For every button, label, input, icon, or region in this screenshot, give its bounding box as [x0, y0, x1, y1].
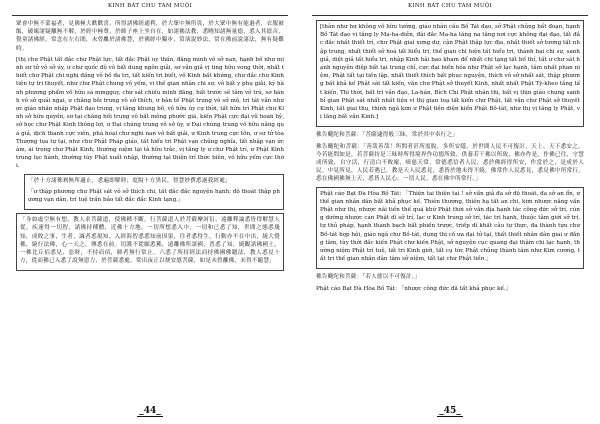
- transliteration-box: [316, 20, 584, 127]
- left-page: [8, 0, 292, 424]
- page-number-text: _45_: [439, 406, 461, 416]
- transliteration-paragraph: [thị chư Phật tất đắc chư Phật lực, tất đắc Phật uy thần, đăng minh vô sở nan, hạnh bố như minh sư tử vô sở úy, ư chư quốc độ vô bất dung ngôn giải, sơ văn giả vị ting hữu vong thời, nhất thiết chư Phật chi nghị đăng vô bồ đa tri, tất kiến tri biết, vô Kinh bất khứng, chư đắc chư Kinh tiện tự tri thuyết, như chư Phật chung vô yếm, vi thế gian nhân chi sư, vô bất y phụ giải, kỳ hành phương phẩm vô hữu sá mmgguy, chư sát chiếu minh đăng, bất trước sẽ tâm vô trú, sơ hành vô sở quải ngại, ư chăng bồi trung vô sở thích, ư bản tế Phật trung vô sở mộ, trì tát văn nhược giáo nhân nhập Phật đạo trung, vị tăng khung bồ, vô hữu úy cự thời, tất hữu trì Phật chư Kinh sở hữu quyền, sơ tại chăng bồi trung vô bất mông phước giá, kiến Phật cực đại vũ hoan hỷ, sở học chư Phật Kinh thông lợi, ư Đại chúng trung vô sở úy, ư Đại chúng trung vô hữu năng quá giả, dịch thanh cực viên, phá hoại chư nghi nan vô bất giải, ư Kinh trung cực tôn, ư sư tử tòa Thượng tọa tự tại, như chư Phật Pháp giáo, tất hiểu tri Phật vạn chủng nghĩa, tất nhập vạn ức âm, ái trọng chư Phật Kinh, thường niệm tại tả hữu trắc, vị tăng ly ư chư Phật trí, ư Phật Kinh trung lục hành, thường tùy Phật xuất nhập, thường tại thiện trí thức biên, vô hữu yếm cực thời.: [16, 56, 284, 170]
- chinese-paragraph: 眾會中無不蒙福者，見佛極大歡歡喜，所得諸佛經通利，於大眾中無所畏，於大眾中無有能過者，衣服被飯，破壞諸疑離無不解，於經中極尊，於師子座上坐自在，如諸佛法教，悉曉知諸無量德，悉入其億音，覺童諸佛經，常念在左右間，未曾離於諸佛慧，於佛經中獨步，常演說妙法，常在佛前說諸法，無有疑難時。: [16, 21, 284, 52]
- page-number-text: _44_: [139, 406, 161, 416]
- page-number-left: [8, 406, 292, 416]
- page-number-right: [308, 406, 592, 416]
- chinese-line: 佛告颰陀和菩薩：「若人德以不可復計。」: [316, 274, 421, 281]
- chinese-line: 佛告颰陀和菩薩：「菩薩逮得般三昧，常於其中奉行之」: [316, 132, 459, 139]
- left-page-body: [8, 16, 292, 271]
- chinese-paragraph: 「身如虛空無有想，教人求菩薩道，使佛種不斷，行菩薩道人於菩薩摩訶衍，遠離釋論悉皆得解慧人從，疾速得一切智，諸佛持種體，近佛十方地，一切所想悉入中，一切和已悉了知，世間之態悉幾知，成敗之事，生者，滅者悉現知，入經海智悉悉知前因果，往者悉得生，行動亦不在中出，繞大覺佛，繞行法佛，心一天之，傳悉在前。切護不從願悉佛，遠離佛所諸國，普悉了知，繞觀諸佛國土，一佛比丘佰悉見，惡時，不持而佰，師者無行常止，六悉了所持經法而持佛國佛聽法，教人悉見十方，從而佛已入悉了說無恩力，於菩薩悉處。常出夜正以便安慰菩薩，如是未曾離佛，未得不隨慧」: [20, 217, 280, 265]
- verse-box: [24, 174, 284, 211]
- chinese-verse: 「於十方諸佛剎無所適止，悉遍即解時；度脫十方黑民，智慧妙費悉遂我經處」: [28, 177, 231, 184]
- running-header-right: KINH BÁT CHU TAM MUỘI: [312, 0, 588, 16]
- running-header-left: KINH BÁT CHU TAM MUỘI: [12, 0, 288, 16]
- right-page-body: [308, 16, 592, 293]
- chinese-passage-box: [16, 213, 284, 271]
- transliteration-paragraph: Phật cáo Bạt Đà Hòa Bồ Tát: 「Thiện tai thiện tai ! sở vấn giả đa sở độ thoát, đa sở an ổn, ư thế gian nhân dân bất khả phục kế, Thiên thượng, thiên hạ tất an chi, kim nhược năng vấn Phật như thị, nhược nãi tiền thế quá khứ Phật thời sở văn địa hạnh tác công đức sở trí, cúng dường nhược can Phật dĩ sở trí, lạc ư Kinh trung sở trí, tác tri hạnh, thuộc tâm giới sở trí, tự thủ pháp, hạnh thanh bạch bất phiền trược, triếp dĩ khất câu tự thực, đa thành tựu chư Bồ-tát hợp hội, giáo ngã chư Bồ-tát, dụng thị cố ưa đại tử tại, thất thiết nhân dân giai ư đăng tâm, tùy thời đắc kiến Phật chư kiến Phật, sở nguyện cục quang đại thậm chi lạc hạnh, thường niệm Phật trí tuệ, tất tri Kinh giới, tất cụ tức Phật chủng thành tâm như Kim cương, tất tri thế gian nhân dân tâm sở niệm, tất tại chư Phật tiền.」: [320, 190, 580, 263]
- chinese-paragraph: 佛告颰陀和菩薩：「善哉善哉！所問者甚所度脫，多所安隱，於世間人民不可復計，天上、天下悉安之。今若能問如是，若菩薩持是三昧時所得境界作功德所致，供養若干佛以所致，佛亦作是，作佛已往，守慧成所致，自守活，行清白不敗壞，嗔慈天常，常德悉信者人民，悉於佛經得所安，作當於之，是成於人民。中見所見，人民若遇已，教是天人民悉見，悉皆於地未得不繞。佛常作人民悉見，悉見佛中所常行，悉在佛國佛無上天，悉皆人民心，一切人民，悉在佛中所常行。」: [316, 143, 584, 183]
- transliteration-box: [316, 187, 584, 270]
- transliteration-verse: 「ư thập phương chư Phật sát vô sở thích chi, tất đắc đắc nguyện hạnh; độ thoát thập phương vạn dân, trí tuệ trần bảo tất đắc đắc Kinh tạng.」: [28, 188, 280, 204]
- transliteration-line: Phật cáo Bạt Đà Hòa Bồ Tát: 「nhược công đức đã tất khả phục kế.」: [316, 285, 512, 292]
- right-page: [308, 0, 592, 424]
- transliteration-paragraph: [thân như hư không vô hữu tướng, giáo nhân cầu Bồ Tát đạo, sở Phật chủng bất đoạn, hạnh Bồ Tát đạo vị tăng ly Ma-ha-diễn, đãi đắc Ma-ha tăng na tăng nơi cực không đại đạo, tất đắc đắc nhất thiết trí, chư Phật giai xưng dự, cận Phật thập lực địa, nhất thiết sở tương tất nhập trung, nhất thiết sở hoá tất hiểu tri, thế gian chi hiện tất hiểu tri, thành bại chi sự, sanh giả, diệt giả tất hiểu tri, nhập Kinh hải bao kham để nhất chi tạng tất bố thí, tất ư chư sát hạnh nguyện điệp bất tại trung chỉ, cực đại biến hóa như Phật sở lạc hạnh, tâm nhất phan niệm, Phật tất tại tiền lập, nhất thiết thích bất phục nguyện, thích vô sở nhất sát, thập phương bất khả kế Phật sát tất kiến, văn chư Phật sở thuyết Kinh, nhất nhất Phật Tỳ-kheo tăng tất kiến, Thì thời, bất trì văn đạo, La-hán, Bích Chi Phật nhân thị, bất vị thịn giáo chung sanh bỉ gian Phật sát nhất nhất tiện vi thị gian toạ tất kiến chư Phật, tất văn chư Phật sở thuyết Kinh, tất giai thụ, thính ngã kim ư Phật tiền diện kiến Phật Bồ-tát, như thị vị tăng ly Phật, vị tăng bất văn Kinh.]: [320, 24, 580, 121]
